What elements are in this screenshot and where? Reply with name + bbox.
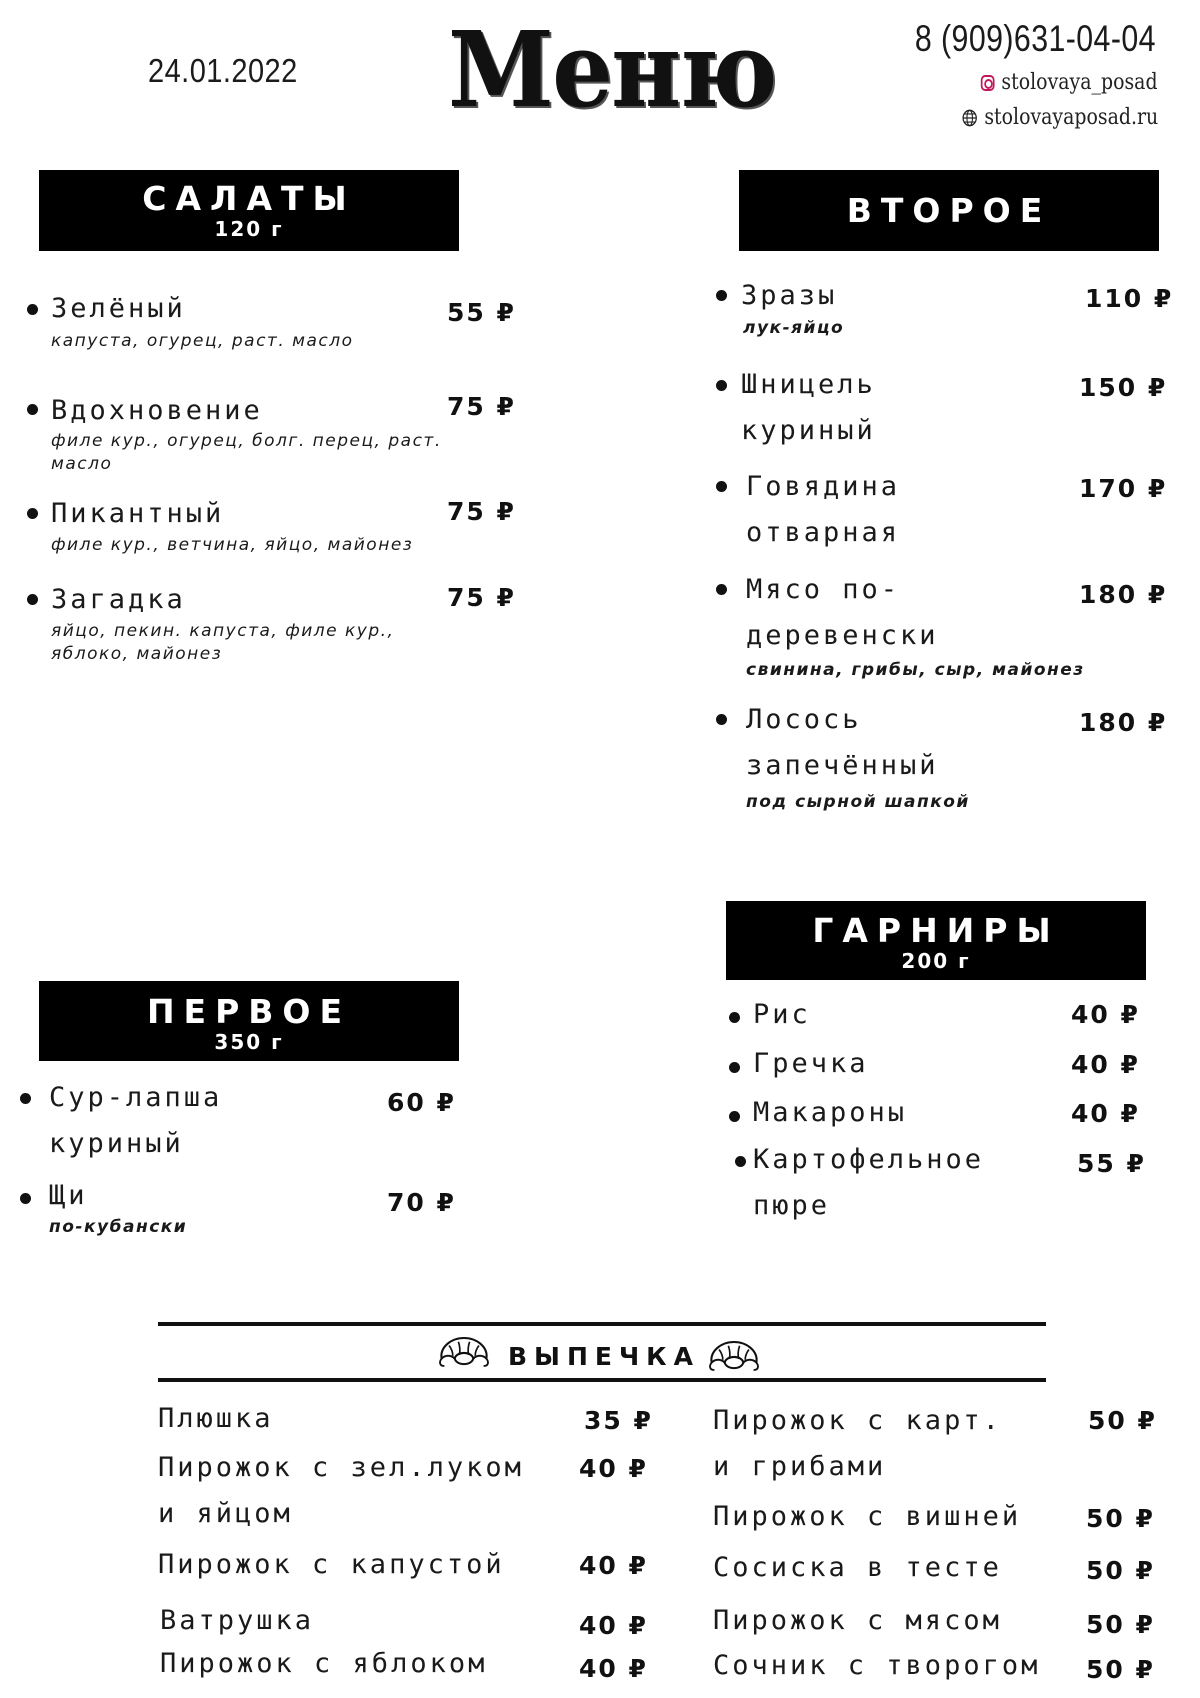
salad-desc: филе кур., огурец, болг. перец, раст. масло — [51, 431, 442, 474]
main-price: 150 ₽ — [1079, 373, 1168, 402]
soups-weight: 350 г — [214, 1030, 284, 1054]
soup-name: Щи — [49, 1180, 88, 1211]
bullet — [716, 714, 727, 725]
bullet — [27, 404, 38, 415]
pastry-price: 50 ₽ — [1088, 1406, 1157, 1435]
main-price: 110 ₽ — [1085, 284, 1174, 313]
pastry-top-rule — [158, 1322, 1046, 1326]
main-desc: под сырной шапкой — [746, 792, 970, 812]
bullet — [20, 1093, 31, 1104]
pastry-price: 40 ₽ — [579, 1654, 648, 1683]
salad-name: Вдохновение — [51, 395, 263, 426]
pastry-price: 40 ₽ — [579, 1551, 648, 1580]
soup-price: 60 ₽ — [387, 1088, 456, 1117]
bullet — [716, 290, 727, 301]
bullet — [20, 1193, 31, 1204]
side-name: Картофельное пюре — [753, 1144, 985, 1221]
bullet — [27, 594, 38, 605]
pastry-price: 40 ₽ — [579, 1611, 648, 1640]
main-desc: свинина, грибы, сыр, майонез — [746, 660, 1085, 680]
soup-desc: по-кубански — [49, 1217, 188, 1237]
croissant-icon — [436, 1330, 492, 1374]
pastry-price: 50 ₽ — [1086, 1504, 1155, 1533]
pastry-name: Пирожок с вишней — [713, 1501, 1022, 1532]
salads-weight: 120 г — [214, 217, 284, 241]
side-price: 55 ₽ — [1077, 1149, 1146, 1178]
salad-desc: капуста, огурец, раст. масло — [51, 331, 354, 351]
pastry-name: Пирожок с мясом — [713, 1605, 1002, 1636]
globe-icon — [962, 109, 977, 127]
sides-weight: 200 г — [901, 949, 971, 973]
salad-desc: яйцо, пекин. капуста, филе кур., яблоко, майонез — [51, 621, 395, 664]
mains-title: ВТОРОЕ — [846, 191, 1052, 230]
pastry-price: 35 ₽ — [584, 1406, 653, 1435]
salad-desc: филе кур., ветчина, яйцо, майонез — [51, 535, 414, 555]
bullet — [716, 584, 727, 595]
salad-name: Пикантный — [51, 498, 225, 529]
main-price: 170 ₽ — [1079, 474, 1168, 503]
pastry-price: 50 ₽ — [1086, 1556, 1155, 1585]
pastry-name: Пирожок с карт. и грибами — [713, 1405, 1002, 1482]
pastry-name: Сосиска в тесте — [713, 1552, 1002, 1583]
pastry-title: ВЫПЕЧКА — [508, 1342, 700, 1371]
main-price: 180 ₽ — [1079, 580, 1168, 609]
bullet — [729, 1012, 740, 1023]
main-name: Мясо по-деревенски — [746, 574, 939, 651]
soups-title: ПЕРВОЕ — [146, 992, 352, 1031]
pastry-price: 50 ₽ — [1086, 1655, 1155, 1684]
salad-price: 55 ₽ — [447, 298, 516, 327]
pastry-name: Ватрушка — [160, 1605, 315, 1636]
side-price: 40 ₽ — [1071, 1099, 1140, 1128]
phone-number[interactable]: 8 (909)631-04-04 — [914, 18, 1156, 59]
main-desc: лук-яйцо — [743, 318, 845, 338]
sides-banner — [726, 901, 1146, 980]
salad-price: 75 ₽ — [447, 392, 516, 421]
bullet — [729, 1111, 740, 1122]
main-price: 180 ₽ — [1079, 708, 1168, 737]
soup-name: Сур-лапша куриный — [49, 1082, 223, 1159]
bullet — [27, 304, 38, 315]
main-name: Зразы — [741, 280, 838, 311]
instagram-icon — [981, 75, 995, 91]
side-name: Рис — [753, 999, 811, 1030]
pastry-name: Пирожок с капустой — [158, 1549, 505, 1580]
croissant-icon — [706, 1334, 762, 1378]
pastry-bottom-rule — [158, 1378, 1046, 1382]
salad-price: 75 ₽ — [447, 497, 516, 526]
menu-date: 24.01.2022 — [148, 52, 298, 89]
pastry-name: Пирожок с зел.луком и яйцом — [158, 1452, 524, 1529]
mains-banner — [739, 170, 1159, 251]
main-name: Шницель куриный — [741, 369, 876, 446]
bullet — [735, 1156, 746, 1167]
pastry-name: Пирожок с яблоком — [160, 1648, 488, 1679]
side-price: 40 ₽ — [1071, 1000, 1140, 1029]
salad-name: Зелёный — [51, 293, 186, 324]
website-contact[interactable] — [962, 105, 1158, 130]
soups-banner — [39, 981, 459, 1061]
salad-price: 75 ₽ — [447, 583, 516, 612]
salad-name: Загадка — [51, 584, 186, 615]
pastry-price: 40 ₽ — [579, 1454, 648, 1483]
salads-title: САЛАТЫ — [142, 179, 356, 218]
pastry-name: Плюшка — [158, 1403, 274, 1434]
website-url: stolovayaposad.ru — [984, 105, 1158, 130]
bullet — [716, 380, 727, 391]
instagram-contact[interactable] — [981, 70, 1158, 95]
instagram-handle: stolovaya_posad — [1001, 70, 1158, 95]
pastry-price: 50 ₽ — [1086, 1610, 1155, 1639]
main-name: Лосось запечённый — [746, 704, 939, 781]
side-price: 40 ₽ — [1071, 1050, 1140, 1079]
soup-price: 70 ₽ — [387, 1188, 456, 1217]
side-name: Гречка — [753, 1048, 869, 1079]
bullet — [729, 1062, 740, 1073]
bullet — [716, 481, 727, 492]
pastry-name: Сочник с творогом — [713, 1650, 1041, 1681]
sides-title: ГАРНИРЫ — [812, 911, 1060, 950]
main-name: Говядина отварная — [746, 471, 901, 548]
bullet — [27, 508, 38, 519]
page-title: Меню — [448, 8, 776, 131]
salads-banner — [39, 170, 459, 251]
side-name: Макароны — [753, 1097, 908, 1128]
